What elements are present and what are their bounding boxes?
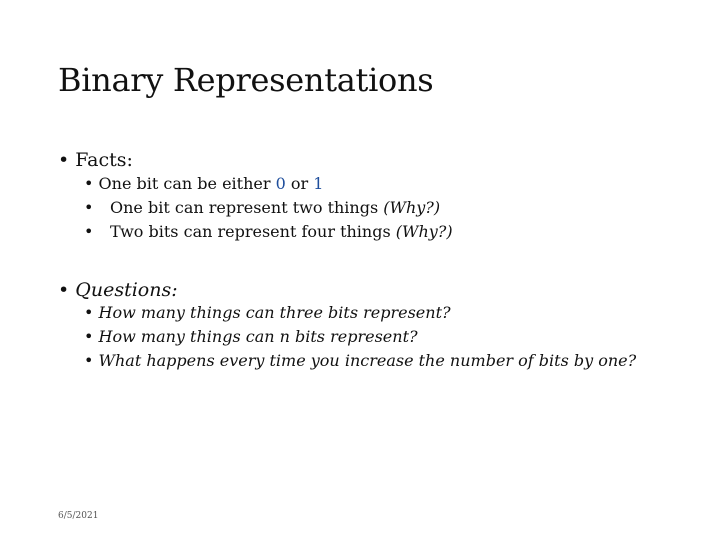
facts-item-3-why: (Why?) [395,222,453,241]
bullet-icon: • [84,222,94,241]
facts-item-1 [84,173,323,195]
facts-item-1-or: or [285,174,314,193]
bullet-icon: • [84,303,94,322]
facts-item-1-text: One bit can be either [98,174,276,193]
digit-zero: 0 [275,174,286,193]
digit-one: 1 [313,174,324,193]
bullet-icon: • [84,327,94,346]
bullet-icon: • [84,351,94,370]
slide-title: Binary Representations [58,61,434,99]
question-item-3 [84,350,636,372]
bullet-icon: • [84,198,94,217]
questions-heading-line [58,278,178,302]
facts-heading: Facts: [75,149,133,171]
facts-heading-line [58,148,133,172]
facts-item-2-text: One bit can represent two things [110,198,384,217]
footer-date: 6/5/2021 [58,511,99,521]
question-item-2-text: How many things can n bits represent? [98,327,418,346]
question-item-1 [84,302,451,324]
facts-item-2-why: (Why?) [383,198,441,217]
facts-item-2 [84,197,440,219]
question-item-1-text: How many things can three bits represent? [98,303,451,322]
question-item-3-text: What happens every time you increase the number of bits by one? [98,351,637,370]
questions-heading: Questions: [75,279,178,301]
bullet-icon: • [58,279,70,301]
bullet-icon: • [58,149,70,171]
bullet-icon: • [84,174,94,193]
facts-item-3 [84,221,453,243]
facts-item-3-text: Two bits can represent four things [110,222,396,241]
question-item-2 [84,326,418,348]
